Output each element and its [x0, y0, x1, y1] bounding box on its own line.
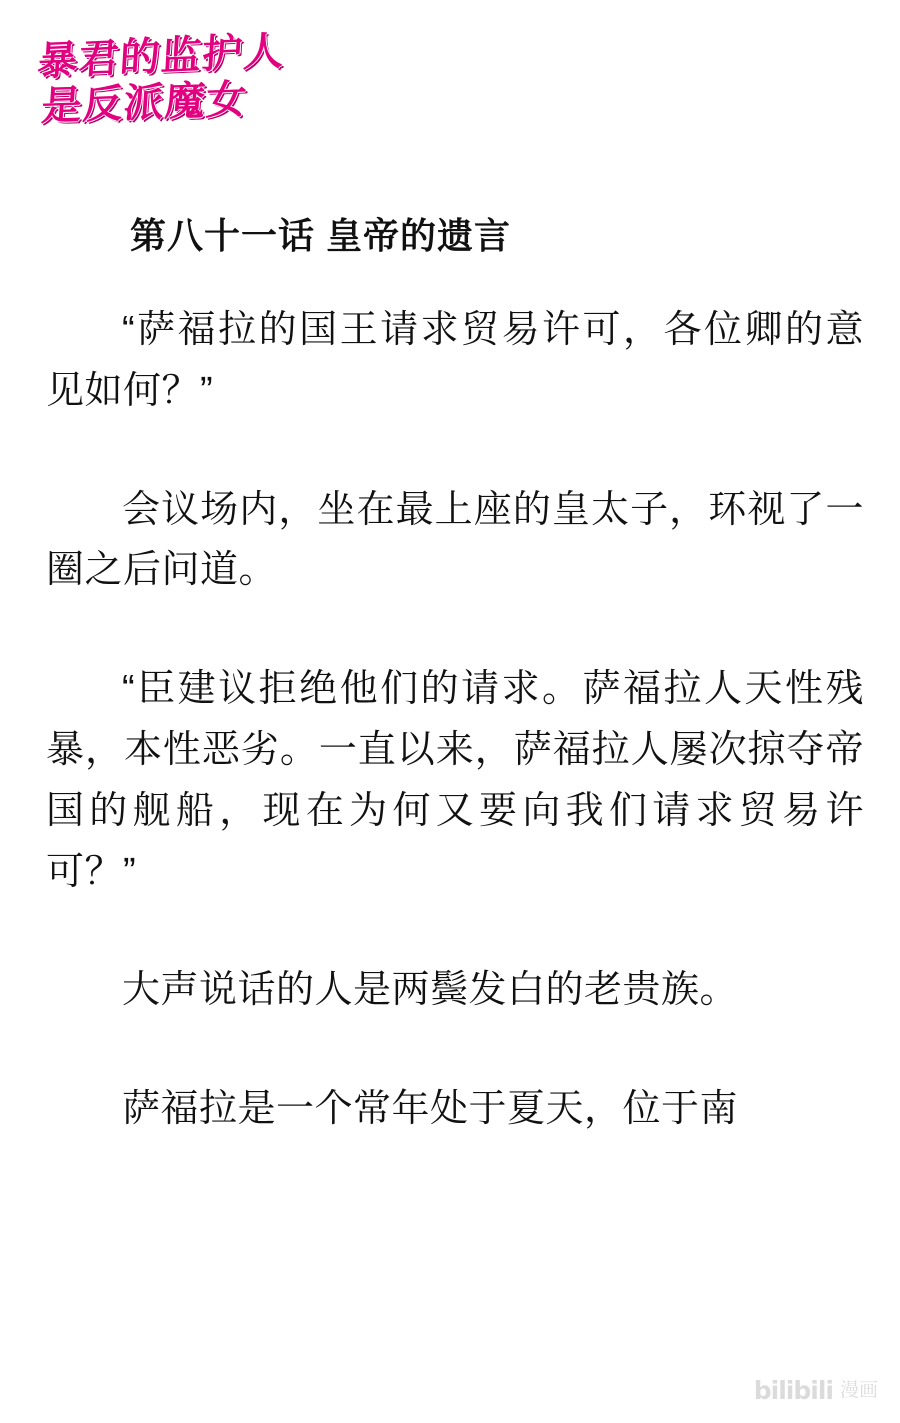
watermark-subtitle: 漫画	[839, 1379, 878, 1401]
paragraph: 会议场内，坐在最上座的皇太子，环视了一圈之后问道。	[46, 488, 864, 592]
series-logo-line-1: 暴君的监护人	[36, 28, 286, 86]
paragraph: 萨福拉是一个常年处于夏天，位于南	[122, 1088, 739, 1131]
chapter-title: 第八十一话 皇帝的遗言	[130, 215, 512, 257]
paragraph: “臣建议拒绝他们的请求。萨福拉人天性残暴，本性恶劣。一直以来，萨福拉人屡次掠夺帝国的舰船，现在为何又要向我们请求贸易许可？”	[46, 668, 864, 893]
paragraph: “萨福拉的国王请求贸易许可，各位卿的意见如何？”	[46, 309, 864, 412]
series-logo	[36, 28, 318, 156]
watermark-brand: bilibili	[753, 1376, 833, 1405]
watermark	[754, 1376, 878, 1405]
paragraph: 大声说话的人是两鬓发白的老贵族。	[122, 969, 739, 1012]
novel-body	[46, 300, 864, 1140]
series-logo-line-2: 是反派魔女	[39, 76, 249, 130]
